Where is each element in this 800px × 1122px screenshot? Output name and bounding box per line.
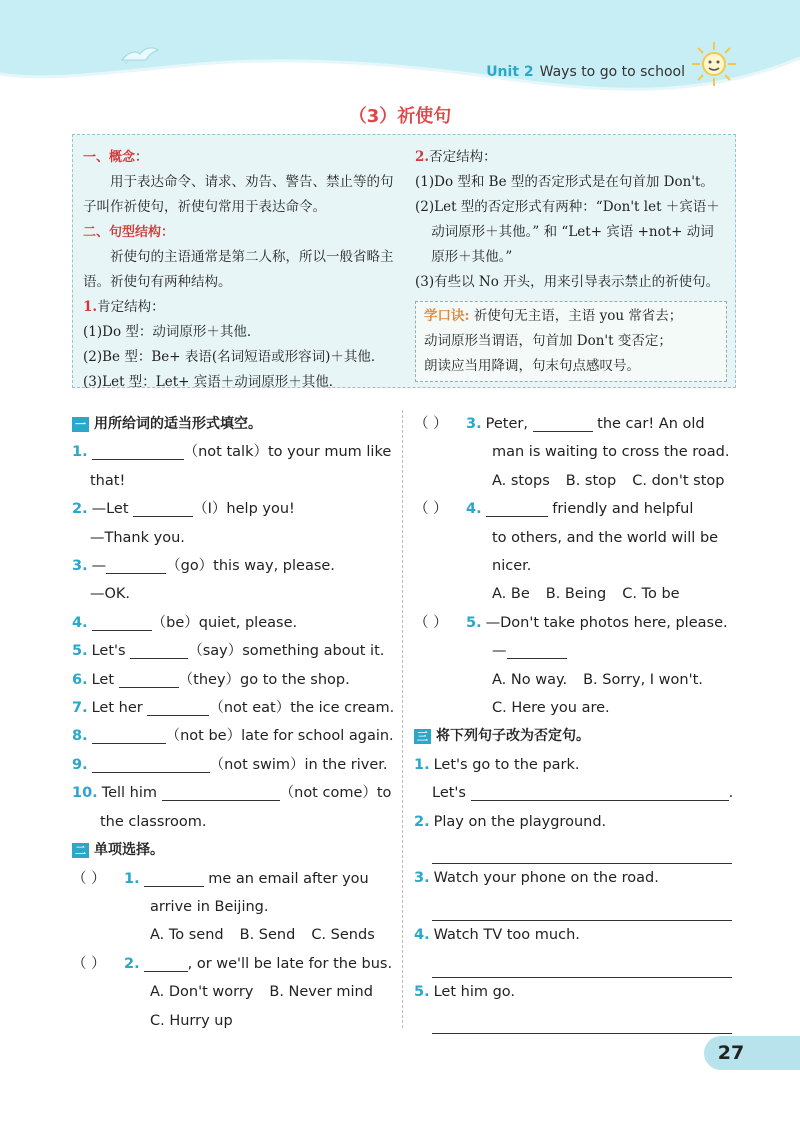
- question-number: 2.: [72, 501, 88, 518]
- positive-num: 1.: [83, 299, 98, 315]
- negative-item: (2)Let 型的否定形式有两种：“Don't let ＋宾语＋动词原形＋其他。” 和 “Let+ 宾语 +not+ 动词原形＋其他。”: [415, 199, 720, 265]
- choice-question-4: [414, 495, 736, 523]
- question-number: 8.: [72, 728, 88, 745]
- prefix-text: —Let: [91, 501, 129, 518]
- rewrite-question-2: [414, 808, 736, 836]
- left-exercise-column: [72, 410, 396, 1035]
- part3-badge: 三: [414, 729, 431, 744]
- answer-prefix: Let's: [432, 785, 466, 802]
- prefix-text: —: [91, 558, 107, 575]
- structure-text: 祈使句的主语通常是第二人称，所以一般省略主语。祈使句有两种结构。: [83, 249, 394, 290]
- answer-blank[interactable]: [471, 783, 729, 801]
- fill-question-10-cont: the classroom.: [100, 813, 207, 830]
- unit-title: [486, 64, 685, 80]
- question-text: the car! An old: [597, 416, 705, 432]
- tip-text: 祈使句无主语，主语 you 常省去；: [473, 308, 683, 324]
- rewrite-question-5: [414, 978, 736, 1006]
- choice-question-1-cont: arrive in Beijing.: [150, 898, 269, 915]
- option-c[interactable]: C. To be: [622, 586, 680, 603]
- question-text: , or we'll be late for the bus.: [187, 955, 393, 972]
- option-b[interactable]: B. Sorry, I won't.: [583, 671, 703, 688]
- info-left-column: [83, 145, 401, 395]
- cue-text: （I）help you!: [193, 501, 295, 518]
- concept-heading: 一、概念：: [83, 150, 149, 165]
- option-c[interactable]: C. Here you are.: [492, 700, 610, 717]
- tip-line: 朗读应当用降调，句末句点感叹号。: [424, 358, 640, 374]
- answer-line[interactable]: [432, 836, 732, 864]
- rewrite-question-3: [414, 864, 736, 892]
- answer-blank[interactable]: [92, 442, 184, 460]
- choice-options: [72, 978, 396, 1006]
- answer-line[interactable]: [432, 1006, 732, 1034]
- tip-line: 动词原形当谓语，句首加 Don't 变否定；: [424, 333, 672, 349]
- option-a[interactable]: A. Be: [492, 586, 530, 603]
- answer-paren[interactable]: （ ）: [414, 614, 448, 631]
- choice-options: [72, 1007, 396, 1035]
- choice-options: [72, 921, 396, 949]
- bird-icon: [118, 42, 160, 66]
- question-number: 9.: [72, 756, 88, 773]
- answer-paren[interactable]: （ ）: [414, 501, 448, 518]
- cue-text: （not eat）the ice cream.: [209, 700, 395, 717]
- question-number: 3.: [466, 416, 482, 432]
- part3-instruction: 将下列句子改为否定句。: [436, 728, 590, 745]
- choice-options: [414, 580, 736, 608]
- answer-blank[interactable]: [92, 755, 210, 773]
- part1-instruction: 用所给词的适当形式填空。: [94, 416, 262, 432]
- question-number: 3.: [72, 558, 88, 575]
- tip-line: [424, 304, 718, 329]
- fill-question-3: [72, 552, 396, 580]
- reply-dash: —: [492, 643, 507, 660]
- prefix-text: Tell him: [101, 785, 158, 802]
- fill-question-9: [72, 751, 396, 779]
- question-number: 10.: [72, 785, 98, 802]
- rewrite-question-1: [414, 751, 736, 779]
- positive-item: (3)Let 型：Let+ 宾语＋动词原形＋其他．: [83, 374, 343, 390]
- cue-text: （not be）late for school again.: [165, 728, 394, 745]
- question-number: 2.: [124, 955, 140, 972]
- answer-blank[interactable]: [486, 499, 548, 517]
- tip-label: 学口诀:: [424, 308, 470, 324]
- fill-question-10: [72, 779, 396, 807]
- rewrite-answer-5: [414, 1006, 736, 1034]
- fill-question-3-reply: —OK.: [90, 586, 131, 603]
- rewrite-answer-1: [414, 779, 736, 807]
- option-b[interactable]: B. Being: [545, 586, 607, 603]
- cue-text: （be）quiet, please.: [151, 614, 298, 631]
- question-number: 1.: [414, 756, 430, 773]
- prefix-text: Let's: [91, 643, 126, 660]
- cue-text: （go）this way, please.: [166, 558, 335, 575]
- concept-text: 用于表达命令、请求、劝告、警告、禁止等的句子叫作祈使句，祈使句常用于表达命令。: [83, 174, 394, 215]
- question-number: 1.: [72, 444, 88, 461]
- positive-structure-heading: [83, 295, 401, 320]
- answer-blank[interactable]: [144, 869, 204, 887]
- fill-question-6: [72, 666, 396, 694]
- answer-blank[interactable]: [119, 670, 179, 688]
- answer-end: .: [728, 785, 734, 802]
- part2-instruction: 单项选择。: [94, 842, 164, 859]
- choice-options: [414, 694, 736, 722]
- part2-heading: [72, 836, 396, 864]
- choice-question-5-reply: [414, 637, 736, 665]
- negative-structure-heading: [415, 145, 727, 170]
- answer-paren[interactable]: （ ）: [72, 955, 106, 972]
- answer-blank[interactable]: [147, 698, 209, 716]
- question-text: friendly and helpful: [552, 501, 694, 518]
- option-b[interactable]: B. Send: [239, 927, 296, 944]
- answer-line[interactable]: [432, 950, 732, 978]
- option-b[interactable]: B. stop: [565, 472, 617, 489]
- sun-flower-icon: [690, 40, 738, 88]
- answer-paren[interactable]: （ ）: [72, 870, 106, 887]
- negative-label: 否定结构：: [429, 149, 497, 165]
- rewrite-answer-3: [414, 893, 736, 921]
- negative-item: (1)Do 型和 Be 型的否定形式是在句首加 Don't。: [415, 174, 714, 190]
- question-number: 7.: [72, 700, 88, 717]
- cue-text: （not come）to: [279, 785, 392, 802]
- question-number: 4.: [466, 501, 482, 518]
- choice-question-1: [72, 865, 396, 893]
- answer-blank[interactable]: [92, 726, 166, 744]
- info-right-column: [415, 145, 727, 382]
- answer-blank[interactable]: [144, 954, 188, 972]
- page-number: 27: [717, 1042, 745, 1064]
- option-b[interactable]: B. Never mind: [269, 984, 373, 1001]
- cue-text: （they）go to the shop.: [178, 671, 350, 688]
- section-title: （3）祈使句: [348, 106, 452, 127]
- unit-label: Unit 2: [486, 64, 534, 80]
- question-number: 5.: [72, 643, 88, 660]
- fill-question-7: [72, 694, 396, 722]
- answer-blank[interactable]: [507, 641, 567, 659]
- option-c[interactable]: C. don't stop: [632, 472, 725, 489]
- positive-label: 肯定结构：: [97, 299, 165, 315]
- mnemonic-tip-box: [415, 301, 727, 382]
- answer-line[interactable]: [432, 893, 732, 921]
- fill-question-1: [72, 438, 396, 466]
- question-number: 5.: [466, 614, 482, 631]
- prefix-text: Let: [91, 671, 115, 688]
- structure-heading: 二、句型结构：: [83, 225, 175, 240]
- fill-question-1-cont: that!: [90, 472, 126, 489]
- choice-options: [414, 467, 736, 495]
- question-number: 5.: [414, 984, 430, 1001]
- rewrite-question-4: [414, 921, 736, 949]
- prefix-text: Let her: [91, 700, 143, 717]
- part1-heading: [72, 410, 396, 438]
- part3-heading: [414, 722, 736, 750]
- column-divider: [402, 410, 403, 1028]
- question-text: —Don't take photos here, please.: [485, 614, 728, 631]
- part2-badge: 二: [72, 843, 89, 858]
- rewrite-answer-2: [414, 836, 736, 864]
- choice-question-4-cont: nicer.: [492, 558, 532, 575]
- prefix-text: Peter,: [485, 416, 528, 432]
- answer-blank[interactable]: [162, 783, 280, 801]
- choice-options: [414, 666, 736, 694]
- rewrite-answer-4: [414, 950, 736, 978]
- question-number: 1.: [124, 870, 140, 887]
- question-number: 4.: [414, 927, 430, 944]
- positive-item: (2)Be 型：Be+ 表语(名词短语或形容词)＋其他．: [83, 349, 385, 365]
- unit-name: Ways to go to school: [539, 64, 685, 80]
- grammar-info-box: [72, 134, 736, 388]
- option-a[interactable]: A. stops: [492, 472, 550, 489]
- answer-blank[interactable]: [133, 499, 193, 517]
- sentence-text: Watch TV too much.: [433, 927, 580, 944]
- choice-question-2: [72, 950, 396, 978]
- option-a[interactable]: A. To send: [150, 927, 224, 944]
- negative-item: (3)有些以 No 开头，用来引导表示禁止的祈使句。: [415, 274, 720, 290]
- choice-question-3-cont: man is waiting to cross the road.: [492, 444, 730, 461]
- answer-paren[interactable]: （ ）: [414, 416, 448, 432]
- sentence-text: Watch your phone on the road.: [433, 870, 659, 887]
- sentence-text: Let's go to the park.: [433, 756, 580, 773]
- answer-blank[interactable]: [92, 613, 152, 631]
- choice-question-4-cont: to others, and the world will be: [492, 529, 719, 546]
- cue-text: （say）something about it.: [188, 643, 385, 660]
- question-text: me an email after you: [208, 870, 369, 887]
- option-a[interactable]: A. No way.: [492, 671, 568, 688]
- question-number: 3.: [414, 870, 430, 887]
- question-number: 4.: [72, 614, 88, 631]
- fill-question-2-reply: —Thank you.: [90, 529, 185, 546]
- fill-question-4: [72, 609, 396, 637]
- answer-blank[interactable]: [106, 556, 166, 574]
- option-c[interactable]: C. Sends: [311, 927, 375, 944]
- answer-blank[interactable]: [130, 641, 188, 659]
- positive-item: (1)Do 型：动词原形＋其他．: [83, 324, 261, 340]
- option-a[interactable]: A. Don't worry: [150, 984, 254, 1001]
- cue-text: （not talk）to your mum like: [183, 444, 392, 461]
- part1-badge: 一: [72, 417, 89, 432]
- choice-question-5: [414, 609, 736, 637]
- option-c[interactable]: C. Hurry up: [150, 1012, 233, 1029]
- negative-num: 2.: [415, 149, 430, 165]
- cue-text: （not swim）in the river.: [209, 756, 388, 773]
- sentence-text: Play on the playground.: [433, 813, 607, 830]
- right-exercise-column: [414, 410, 736, 1035]
- fill-question-5: [72, 637, 396, 665]
- page-number-tab: [704, 1036, 800, 1070]
- answer-blank[interactable]: [533, 414, 593, 432]
- choice-question-3: [414, 410, 736, 438]
- sentence-text: Let him go.: [433, 984, 516, 1001]
- fill-question-8: [72, 722, 396, 750]
- fill-question-2: [72, 495, 396, 523]
- question-number: 2.: [414, 813, 430, 830]
- question-number: 6.: [72, 671, 88, 688]
